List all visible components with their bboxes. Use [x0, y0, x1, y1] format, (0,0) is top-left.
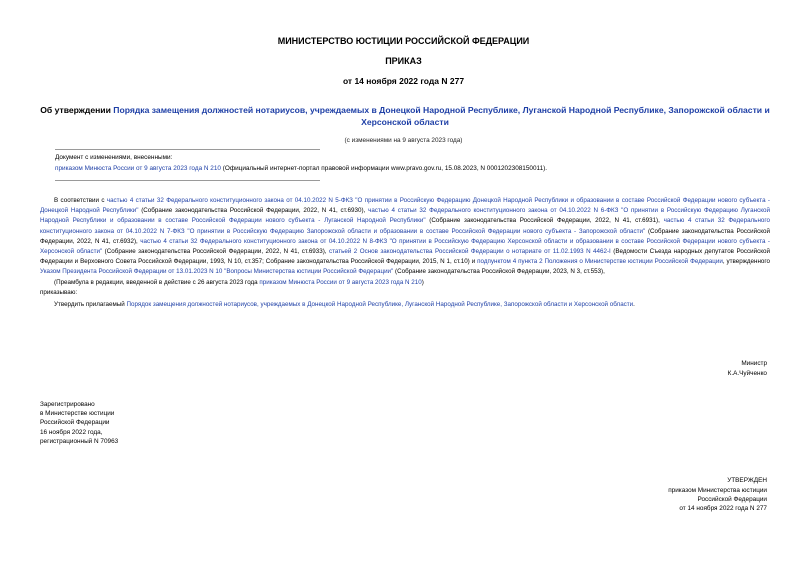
- title-procedure-link[interactable]: Порядка замещения должностей нотариусов, учреждаемых в Донецкой Народной Республике, Луганской Народной Республике, Запорожской области и Херсонской области: [113, 105, 770, 127]
- preamble-text: В соответствии с: [54, 197, 107, 204]
- changes-source: (Официальный интернет-портал правовой информации www.pravo.gov.ru, 15.08.2023, N 0001202308150011).: [220, 165, 548, 172]
- approve-text: Утвердить прилагаемый: [54, 301, 127, 309]
- registration-line: Зарегистрировано: [40, 401, 95, 408]
- registration-line: в Министерстве юстиции: [40, 410, 115, 417]
- signature-name: К.А.Чуйченко: [727, 370, 767, 377]
- divider-bottom: [55, 180, 320, 181]
- preamble-text: (Собрание законодательства Российской Федерации, 2022, N 41, ст.6930),: [138, 207, 369, 215]
- approve-end: .: [633, 301, 635, 309]
- document-body: [40, 196, 770, 310]
- preamble-text: , утвержденного: [722, 258, 770, 266]
- preamble-text: (Собрание законодательства Российской Федерации, 2022, N 41, ст.6931),: [425, 217, 664, 225]
- registration-line: Российской Федерации: [40, 419, 110, 426]
- document-title: [40, 104, 770, 128]
- approved-line: УТВЕРЖДЕН: [727, 477, 767, 484]
- divider-top: [55, 149, 320, 150]
- notary-law-link[interactable]: статьей 2 Основ законодательства Российской Федерации о нотариате от 11.02.1993 N 4462-I: [329, 248, 611, 256]
- changes-order-link[interactable]: приказом Минюста России от 9 августа 2023 года N 210: [55, 165, 221, 172]
- law-7-fkz-link[interactable]: частью 4 статьи 32 Федерального конституционного закона от 04.10.2022 N 7-ФКЗ "О принятии в Российскую Федерацию Запорожской области и образовании в составе Российской Федерации нового субъекта - Запорожской области": [40, 217, 770, 235]
- preamble-edition-note: [40, 278, 770, 288]
- ministry-regulation-link[interactable]: подпунктом 4 пункта 2 Положения о Министерстве юстиции Российской Федерации: [477, 258, 723, 266]
- law-5-fkz-link[interactable]: частью 4 статьи 32 Федерального конституционного закона от 04.10.2022 N 5-ФКЗ "О принятии в Российскую Федерацию Донецкой Народной Республики и образовании в составе Российской Федерации нового субъекта - Донецкой Народной Республики": [40, 197, 770, 215]
- approved-line: от 14 ноября 2022 года N 277: [679, 505, 767, 512]
- order-word: приказываю:: [40, 288, 78, 296]
- ministry-heading: МИНИСТЕРСТВО ЮСТИЦИИ РОССИЙСКОЙ ФЕДЕРАЦИИ: [277, 36, 530, 46]
- preamble-text: (Собрание законодательства Российской Федерации, 2022, N 41, ст.6933),: [102, 248, 329, 256]
- changes-label: Документ с изменениями, внесенными:: [55, 154, 173, 161]
- edition-text: (Преамбула в редакции, введенной в действие с 26 августа 2023 года: [54, 278, 260, 286]
- doc-type-heading: ПРИКАЗ: [385, 56, 422, 66]
- approved-line: приказом Министерства юстиции: [668, 487, 767, 494]
- registration-line: регистрационный N 70963: [40, 438, 119, 445]
- presidential-decree-link[interactable]: Указом Президента Российской Федерации от 13.01.2023 N 10 "Вопросы Министерства юстиции Российской Федерации": [40, 268, 394, 276]
- changes-line: [55, 164, 775, 174]
- law-6-fkz-link[interactable]: частью 4 статьи 32 Федерального конституционного закона от 04.10.2022 N 6-ФКЗ "О принятии в Российскую Федерацию Луганской Народной Республики и образовании в составе Российской Федерации нового субъекта - Луганской Народной Республики": [40, 207, 770, 225]
- preamble-paragraph: [40, 196, 770, 278]
- preamble-text: (Ведомости Съезда народных депутатов Российской Федерации и Верховного Совета Российской Федерации, 1993, N 10, ст.357; Собрание законодательства Российской Федерации, 2015, N 1, ст.10) и: [40, 248, 770, 266]
- edition-order-link[interactable]: приказом Минюста России от 9 августа 2023 года N 210: [259, 278, 422, 286]
- title-prefix: Об утверждении: [40, 105, 114, 115]
- preamble-text: (Собрание законодательства Российской Федерации, 2022, N 41, ст.6932),: [40, 227, 770, 245]
- approved-line: Российской Федерации: [697, 496, 767, 503]
- approved-procedure-link[interactable]: Порядок замещения должностей нотариусов, учреждаемых в Донецкой Народной Республике, Луганской Народной Республике, Запорожской области и Херсонской области: [126, 301, 634, 309]
- signature-position: Министр: [741, 360, 767, 367]
- revision-note: (с изменениями на 9 августа 2023 года): [344, 137, 463, 144]
- preamble-text: (Собрание законодательства Российской Федерации, 2023, N 3, ст.553),: [393, 268, 605, 276]
- approve-paragraph: [40, 300, 770, 310]
- doc-date-heading: от 14 ноября 2022 года N 277: [342, 76, 465, 86]
- law-8-fkz-link[interactable]: частью 4 статьи 32 Федерального конституционного закона от 04.10.2022 N 8-ФКЗ "О принятии в Российскую Федерацию Херсонской области и образовании в составе Российской Федерации нового субъекта - Херсонской области": [40, 237, 770, 256]
- edition-end: ): [421, 278, 424, 286]
- registration-line: 16 ноября 2022 года,: [40, 429, 103, 436]
